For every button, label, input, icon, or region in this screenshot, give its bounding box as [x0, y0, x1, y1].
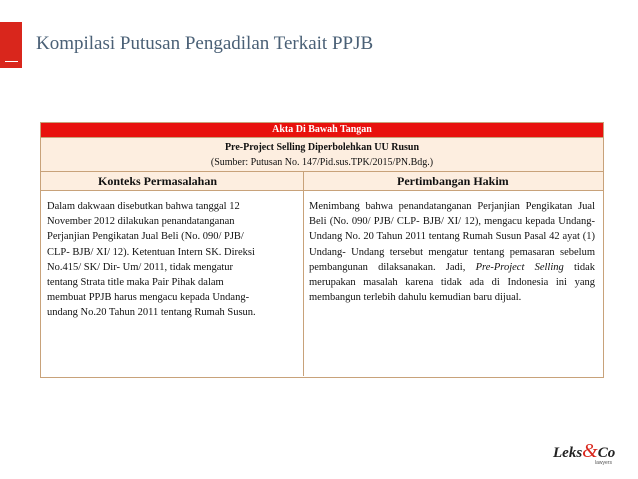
left-line: tentang Strata title maka Pair Pihak dalam [47, 277, 224, 289]
left-line: CLP- BJB/ XI/ 12). Ketentuan Intern SK. Direksi [47, 246, 255, 258]
logo-tagline: lawyers [595, 460, 612, 466]
left-line: undang No.20 Tahun 2011 tentang Rumah Susun. [47, 307, 256, 319]
left-line: Perjanjian Pengikatan Jual Beli (No. 090/ PJB/ [47, 231, 244, 243]
left-line: No.415/ SK/ Dir- Um/ 2011, tidak mengatur [47, 261, 234, 273]
right-text-italic: Pre-Project Selling [475, 261, 564, 273]
right-text-after: tidak merupakan masalah karena tidak ada di Indonesia ini yang membangun terlebih dahulu kemudian baru dijual. [309, 261, 595, 304]
table-body [41, 172, 603, 376]
case-table [40, 122, 604, 378]
right-column-text [304, 191, 603, 305]
logo-word-2: Co [597, 445, 616, 461]
left-line: membuat PPJB harus mengacu kepada Undang- [47, 292, 250, 304]
left-column [41, 172, 304, 376]
right-column-header: Pertimbangan Hakim [304, 172, 603, 191]
table-header-red: Akta Di Bawah Tangan [41, 123, 603, 138]
table-subtitle: Pre-Project Selling Diperbolehkan UU Rusun [224, 142, 420, 153]
left-line: Dalam dakwaan disebutkan bahwa tanggal 12 [47, 201, 240, 212]
left-column-text [41, 191, 303, 321]
right-column [304, 172, 603, 376]
accent-bar [0, 22, 22, 68]
right-text-before: Menimbang bahwa penandatanganan Perjanjian Pengikatan Jual Beli (No. 090/ PJB/ CLP- BJB/ XI/ 12), mengacu kepada Undang-Undang No. 20 Tahun 2011 tentang Rumah Susun Pasal 42 ayat (1) Undang- Undang tersebut mengatur tentang pemasaran sebelum pembangunan dilaksanakan. Jadi, [309, 201, 595, 273]
company-logo [553, 440, 623, 470]
slide-title: Kompilasi Putusan Pengadilan Terkait PPJB [36, 33, 374, 54]
accent-dash [5, 61, 18, 63]
left-column-header: Konteks Permasalahan [41, 172, 303, 191]
logo-ampersand: & [582, 440, 598, 462]
left-line: November 2012 dilakukan penandatanganan [47, 216, 235, 228]
logo-word: Leks [553, 445, 583, 461]
table-header-info [41, 138, 603, 172]
table-source: (Sumber: Putusan No. 147/Pid.sus.TPK/2015/PN.Bdg.) [210, 157, 434, 168]
